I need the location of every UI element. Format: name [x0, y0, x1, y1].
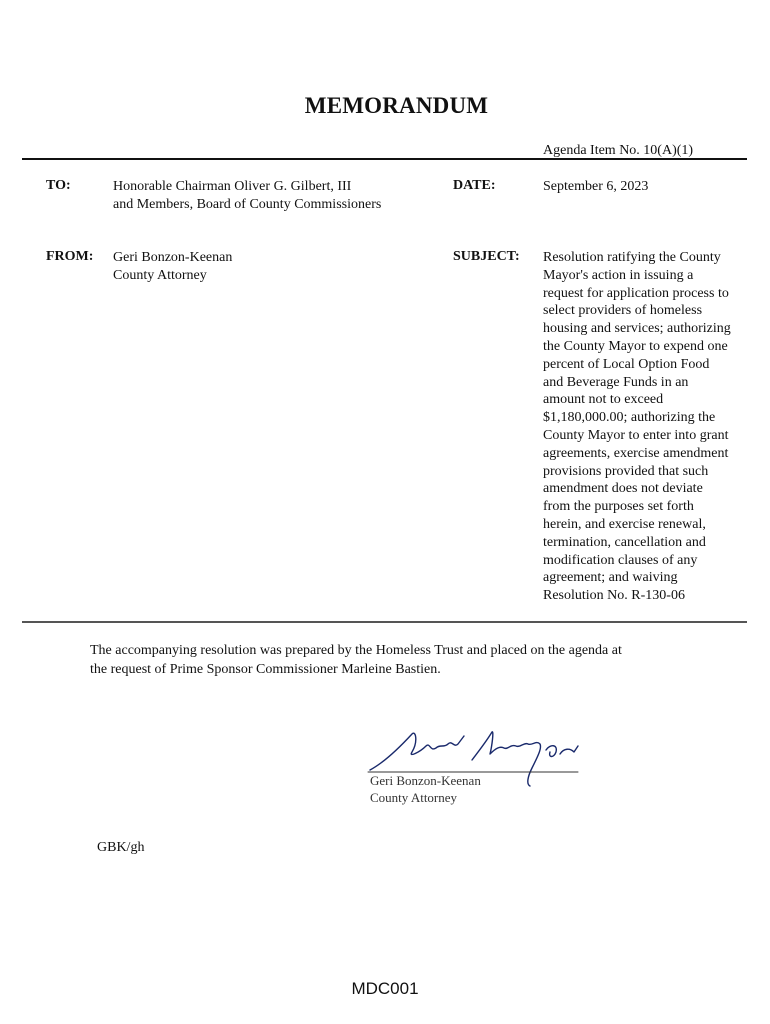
subject-line: select providers of homeless	[543, 303, 703, 319]
from-label: FROM:	[46, 249, 94, 264]
typist-initials: GBK/gh	[97, 840, 145, 855]
signatory-title: County Attorney	[370, 790, 458, 805]
header-divider	[22, 158, 747, 160]
subject-line: amount not to exceed	[543, 392, 664, 408]
subject-line: Mayor's action in issuing a	[543, 267, 694, 283]
from-line: County Attorney	[113, 268, 207, 283]
agenda-item-number: Agenda Item No. 10(A)(1)	[543, 143, 694, 158]
memo-date: September 6, 2023	[543, 179, 649, 194]
subject-line: provisions provided that such	[543, 463, 709, 479]
body-line: the request of Prime Sponsor Commissioner Marleine Bastien.	[90, 662, 441, 677]
memo-title: MEMORANDUM	[304, 93, 489, 118]
subject-line: County Mayor to enter into grant	[543, 427, 729, 443]
body-line: The accompanying resolution was prepared by the Homeless Trust and placed on the agenda at	[90, 643, 622, 658]
subject-line: termination, cancellation and	[543, 534, 706, 550]
to-label: TO:	[46, 178, 71, 193]
subject-line: the County Mayor to expend one	[543, 338, 728, 354]
body-divider	[22, 621, 747, 623]
subject-line: $1,180,000.00; authorizing the	[543, 410, 716, 426]
subject-line: percent of Local Option Food	[543, 356, 710, 372]
subject-line: agreement; and waiving	[543, 570, 678, 586]
document-id: MDC001	[351, 979, 419, 998]
to-line: and Members, Board of County Commissioners	[113, 197, 382, 212]
subject-line: Resolution No. R-130-06	[543, 588, 685, 604]
subject-line: amendment does not deviate	[543, 481, 703, 497]
subject-label: SUBJECT:	[453, 249, 520, 264]
subject-line: housing and services; authorizing	[543, 321, 731, 337]
to-recipient	[113, 178, 433, 214]
signature-block	[370, 772, 481, 806]
subject-line: Resolution ratifying the County	[543, 250, 721, 265]
subject-line: request for application process to	[543, 285, 729, 301]
subject-line: herein, and exercise renewal,	[543, 516, 706, 532]
subject-line: from the purposes set forth	[543, 499, 694, 515]
date-label: DATE:	[453, 178, 496, 193]
subject-line: and Beverage Funds in an	[543, 374, 689, 390]
body-paragraph	[90, 641, 690, 679]
subject-text	[543, 249, 751, 605]
signatory-name: Geri Bonzon-Keenan	[370, 773, 481, 788]
from-sender	[113, 249, 413, 285]
from-line: Geri Bonzon-Keenan	[113, 250, 233, 265]
subject-line: agreements, exercise amendment	[543, 445, 729, 461]
to-line: Honorable Chairman Oliver G. Gilbert, III	[113, 179, 352, 194]
subject-line: modification clauses of any	[543, 552, 698, 568]
